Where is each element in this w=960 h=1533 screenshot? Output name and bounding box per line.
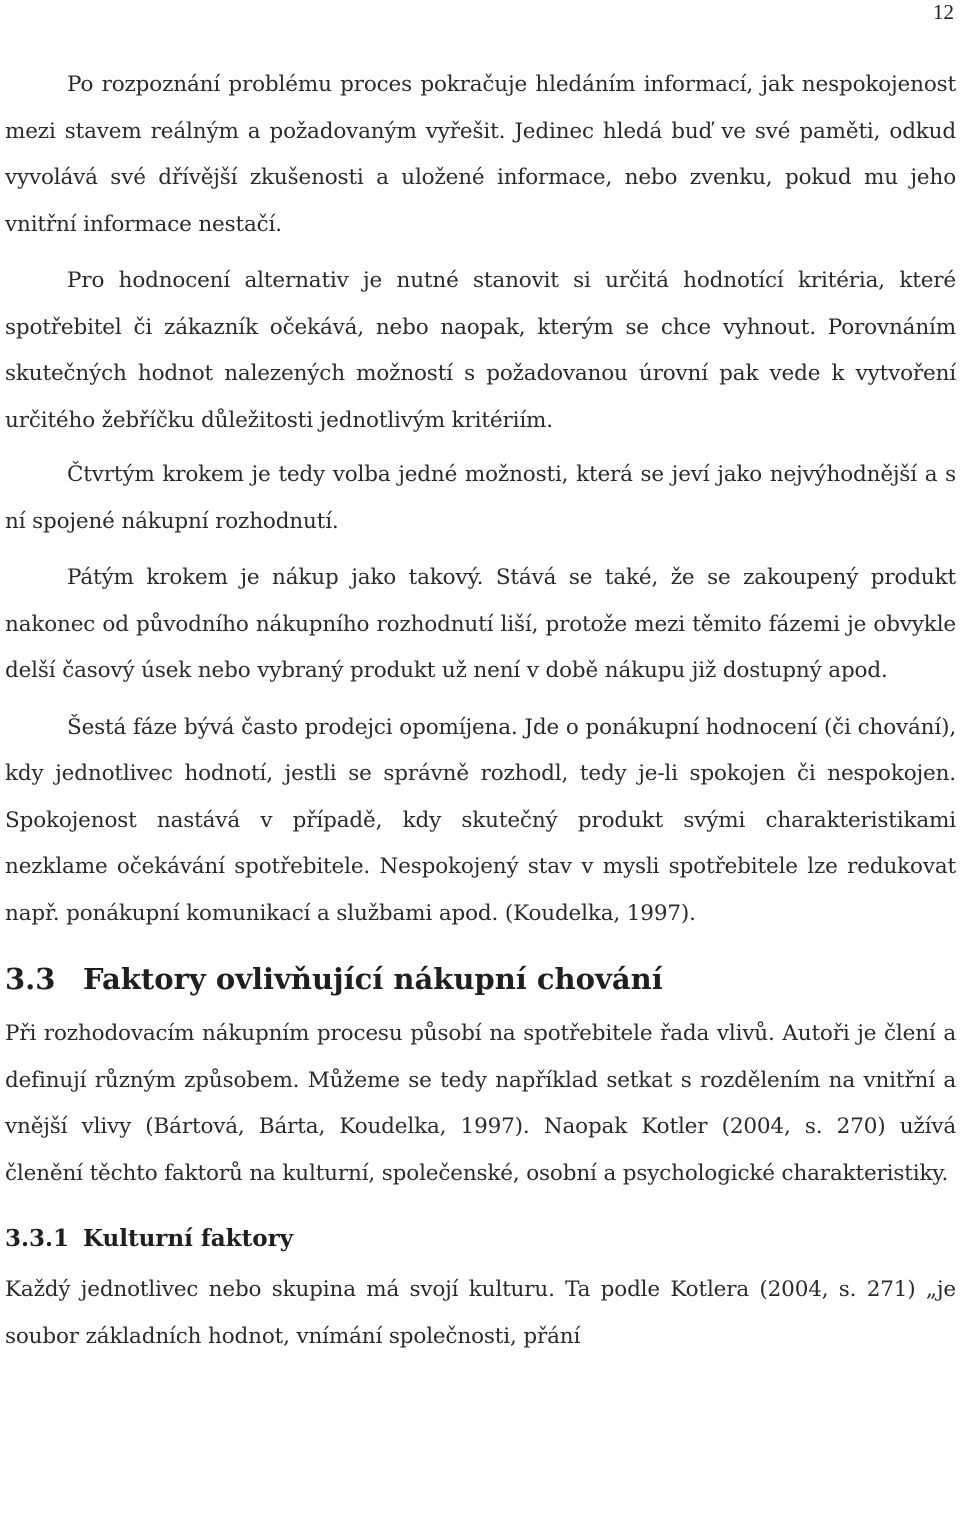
subsection-heading [5, 1211, 956, 1267]
paragraph-factors-intro: Při rozhodovacím nákupním procesu působí na spotřebitele řada vlivů. Autoři je člení a definují různým způsobem. Můžeme se tedy například setkat s rozdělením na vnitřní a vnější vlivy (Bártová, Bárta, Koudelka, 1997). Naopak Kotler (2004, s. 270) užívá členění těchto faktorů na kulturní, společenské, osobní a psychologické charakteristiky. [5, 1021, 956, 1186]
section-title: Faktory ovlivňující nákupní chování [83, 962, 663, 996]
paragraph-purchase: Pátým krokem je nákup jako takový. Stává se také, že se zakoupený produkt nakonec od původního nákupního rozhodnutí liší, protože mezi těmito fázemi je obvykle delší časový úsek nebo vybraný produkt už není v době nákupu již dostupný apod. [5, 565, 956, 683]
paragraph-purchase-decision: Čtvrtým krokem je tedy volba jedné možnosti, která se jeví jako nejvýhodnější a s ní spojené nákupní rozhodnutí. [5, 462, 956, 534]
document-body [5, 62, 956, 1360]
paragraph-cultural-factors: Každý jednotlivec nebo skupina má svojí kulturu. Ta podle Kotlera (2004, s. 271) „je soubor základních hodnot, vnímání společnosti, přání [5, 1277, 956, 1349]
page-number: 12 [933, 0, 954, 24]
paragraph-information-search: Po rozpoznání problému proces pokračuje hledáním informací, jak nespokojenost mezi stavem reálným a požadovaným vyřešit. Jedinec hledá buď ve své paměti, odkud vyvolává své dřívější zkušenosti a uložené informace, nebo zvenku, pokud mu jeho vnitřní informace nestačí. [5, 72, 956, 237]
paragraph-post-purchase: Šestá fáze bývá často prodejci opomíjena. Jde o ponákupní hodnocení (či chování), kdy jednotlivec hodnotí, jestli se správně rozhodl, tedy je-li spokojen či nespokojen. Spokojenost nastává v případě, kdy skutečný produkt svými charakteristikami nezklame očekávání spotřebitele. Nespokojený stav v mysli spotřebitele lze redukovat např. ponákupní komunikací a službami apod. (Koudelka, 1997). [5, 714, 956, 926]
subsection-title: Kulturní faktory [83, 1225, 294, 1252]
section-number: 3.3 [5, 962, 56, 996]
subsection-number: 3.3.1 [5, 1225, 70, 1252]
paragraph-alternative-evaluation: Pro hodnocení alternativ je nutné stanovit si určitá hodnotící kritéria, které spotřebitel či zákazník očekává, nebo naopak, kterým se chce vyhnout. Porovnáním skutečných hodnot nalezených možností s požadovanou úrovní pak vede k vytvoření určitého žebříčku důležitosti jednotlivým kritériím. [5, 268, 956, 433]
section-heading [5, 951, 956, 1007]
